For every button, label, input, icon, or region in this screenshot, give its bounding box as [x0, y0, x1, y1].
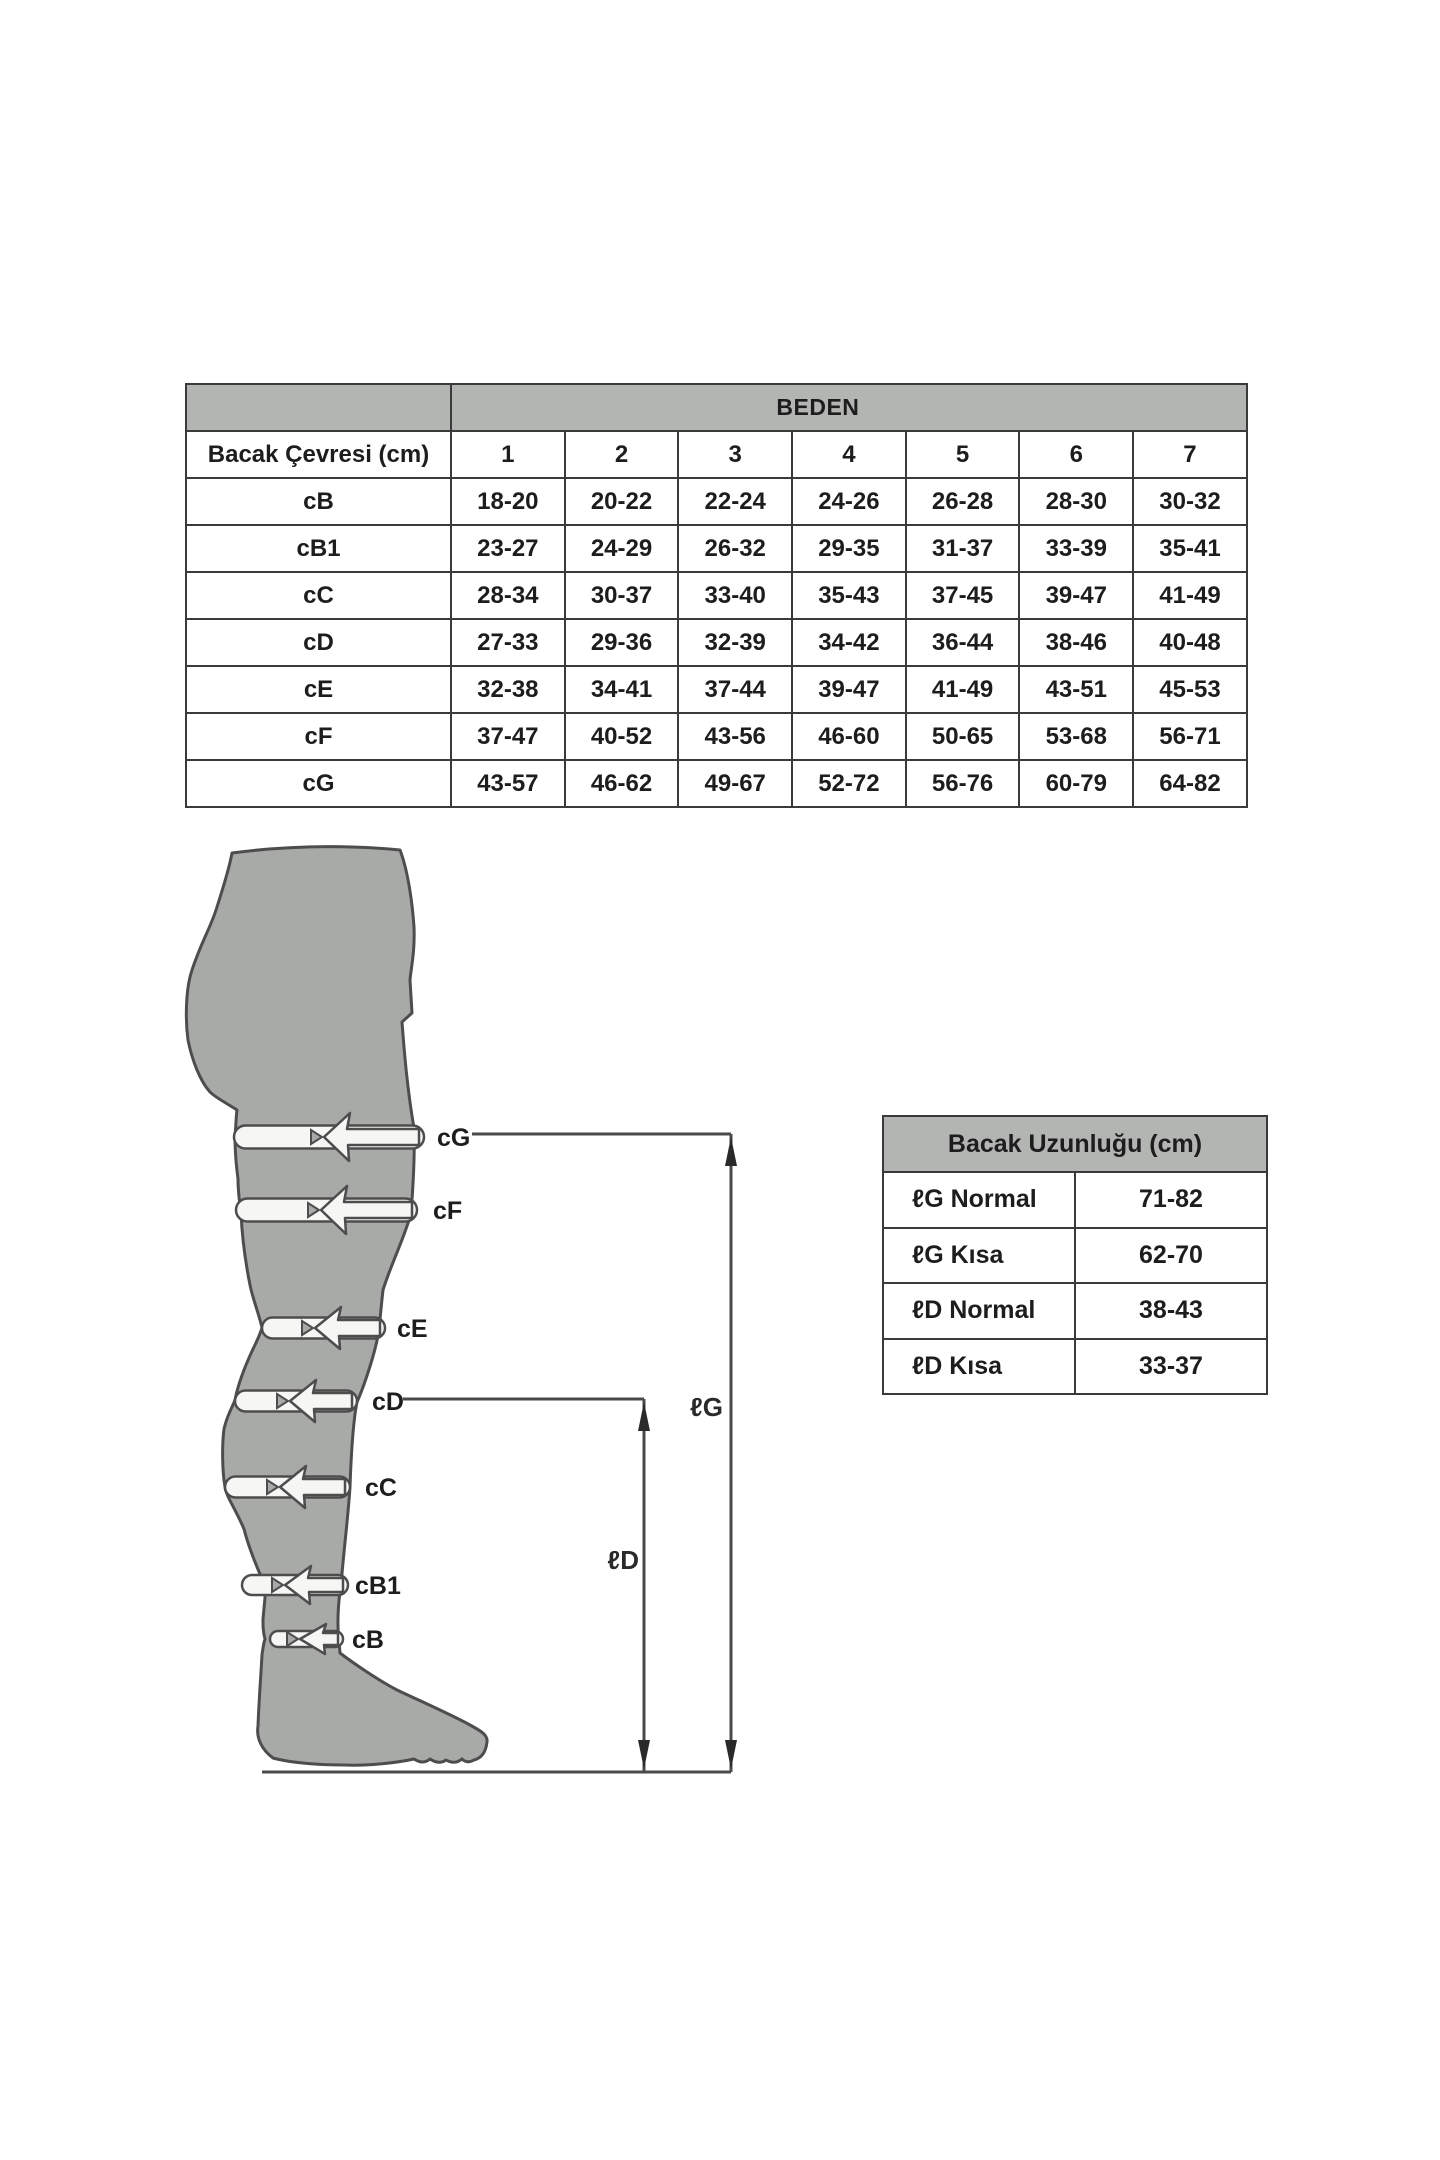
range-cell: 56-76: [906, 760, 1020, 807]
range-cell: 60-79: [1019, 760, 1133, 807]
range-cell: 43-57: [451, 760, 565, 807]
band-label: cB1: [355, 1572, 401, 1600]
measure-label: cE: [186, 666, 451, 713]
range-cell: 41-49: [1133, 572, 1247, 619]
range-cell: 46-62: [565, 760, 679, 807]
range-cell: 39-47: [1019, 572, 1133, 619]
band-label: cE: [397, 1315, 428, 1343]
range-cell: 27-33: [451, 619, 565, 666]
band-label: cC: [365, 1474, 397, 1502]
size-column-header: 5: [906, 431, 1020, 478]
length-range-cell: 38-43: [1075, 1283, 1267, 1339]
length-range-cell: 33-37: [1075, 1339, 1267, 1395]
range-cell: 29-35: [792, 525, 906, 572]
size-column-header: 3: [678, 431, 792, 478]
measure-label: cB1: [186, 525, 451, 572]
range-cell: 33-40: [678, 572, 792, 619]
circumference-column-header: Bacak Çevresi (cm): [186, 431, 451, 478]
range-cell: 18-20: [451, 478, 565, 525]
range-cell: 30-32: [1133, 478, 1247, 525]
range-cell: 32-39: [678, 619, 792, 666]
table-row: [186, 572, 1247, 619]
range-cell: 39-47: [792, 666, 906, 713]
range-cell: 23-27: [451, 525, 565, 572]
range-cell: 33-39: [1019, 525, 1133, 572]
table-row: [883, 1228, 1267, 1284]
ld-length-label: ℓD: [607, 1545, 639, 1575]
range-cell: 45-53: [1133, 666, 1247, 713]
range-cell: 36-44: [906, 619, 1020, 666]
length-label: ℓD Normal: [883, 1283, 1075, 1339]
band-label: cB: [352, 1626, 384, 1654]
table-row: [186, 666, 1247, 713]
corner-cell: [186, 384, 451, 431]
measure-label: cG: [186, 760, 451, 807]
lg-up-arrowhead: [725, 1137, 737, 1166]
range-cell: 29-36: [565, 619, 679, 666]
range-cell: 24-26: [792, 478, 906, 525]
measure-label: cB: [186, 478, 451, 525]
range-cell: 35-43: [792, 572, 906, 619]
length-label: ℓG Normal: [883, 1172, 1075, 1228]
table-row: [186, 760, 1247, 807]
range-cell: 41-49: [906, 666, 1020, 713]
length-range-cell: 71-82: [1075, 1172, 1267, 1228]
range-cell: 30-37: [565, 572, 679, 619]
range-cell: 43-51: [1019, 666, 1133, 713]
table-row: [186, 478, 1247, 525]
range-cell: 20-22: [565, 478, 679, 525]
range-cell: 37-47: [451, 713, 565, 760]
measure-label: cD: [186, 619, 451, 666]
ld-down-arrowhead: [638, 1740, 650, 1769]
lg-length-label: ℓG: [690, 1392, 723, 1422]
range-cell: 22-24: [678, 478, 792, 525]
range-cell: 52-72: [792, 760, 906, 807]
size-table: [185, 383, 1248, 808]
range-cell: 38-46: [1019, 619, 1133, 666]
measure-label: cF: [186, 713, 451, 760]
range-cell: 24-29: [565, 525, 679, 572]
size-column-header: 1: [451, 431, 565, 478]
band-label: cG: [437, 1124, 471, 1152]
size-column-header: 2: [565, 431, 679, 478]
table-row: [186, 713, 1247, 760]
band-label: cD: [372, 1388, 404, 1416]
dimension-arrowheads: [638, 1137, 737, 1769]
leg-length-table: [882, 1115, 1268, 1395]
table-row: [186, 525, 1247, 572]
range-cell: 56-71: [1133, 713, 1247, 760]
range-cell: 28-30: [1019, 478, 1133, 525]
size-column-header: 4: [792, 431, 906, 478]
range-cell: 35-41: [1133, 525, 1247, 572]
lg-down-arrowhead: [725, 1740, 737, 1769]
range-cell: 26-32: [678, 525, 792, 572]
range-cell: 40-48: [1133, 619, 1247, 666]
size-column-header: 6: [1019, 431, 1133, 478]
range-cell: 50-65: [906, 713, 1020, 760]
band-label: cF: [433, 1197, 463, 1225]
length-table-title: Bacak Uzunluğu (cm): [883, 1116, 1267, 1172]
leg-diagram: [150, 830, 770, 1810]
range-cell: 49-67: [678, 760, 792, 807]
range-cell: 31-37: [906, 525, 1020, 572]
table-row: [186, 619, 1247, 666]
leg-silhouette: [186, 847, 487, 1766]
range-cell: 34-41: [565, 666, 679, 713]
range-cell: 26-28: [906, 478, 1020, 525]
range-cell: 28-34: [451, 572, 565, 619]
range-cell: 64-82: [1133, 760, 1247, 807]
range-cell: 53-68: [1019, 713, 1133, 760]
table-row: [883, 1172, 1267, 1228]
table-row: [883, 1283, 1267, 1339]
range-cell: 34-42: [792, 619, 906, 666]
range-cell: 37-45: [906, 572, 1020, 619]
table-row: [883, 1339, 1267, 1395]
length-label: ℓG Kısa: [883, 1228, 1075, 1284]
range-cell: 40-52: [565, 713, 679, 760]
ld-up-arrowhead: [638, 1402, 650, 1431]
range-cell: 46-60: [792, 713, 906, 760]
range-cell: 43-56: [678, 713, 792, 760]
beden-header: BEDEN: [451, 384, 1247, 431]
length-label: ℓD Kısa: [883, 1339, 1075, 1395]
length-range-cell: 62-70: [1075, 1228, 1267, 1284]
range-cell: 37-44: [678, 666, 792, 713]
measure-label: cC: [186, 572, 451, 619]
range-cell: 32-38: [451, 666, 565, 713]
size-column-header: 7: [1133, 431, 1247, 478]
